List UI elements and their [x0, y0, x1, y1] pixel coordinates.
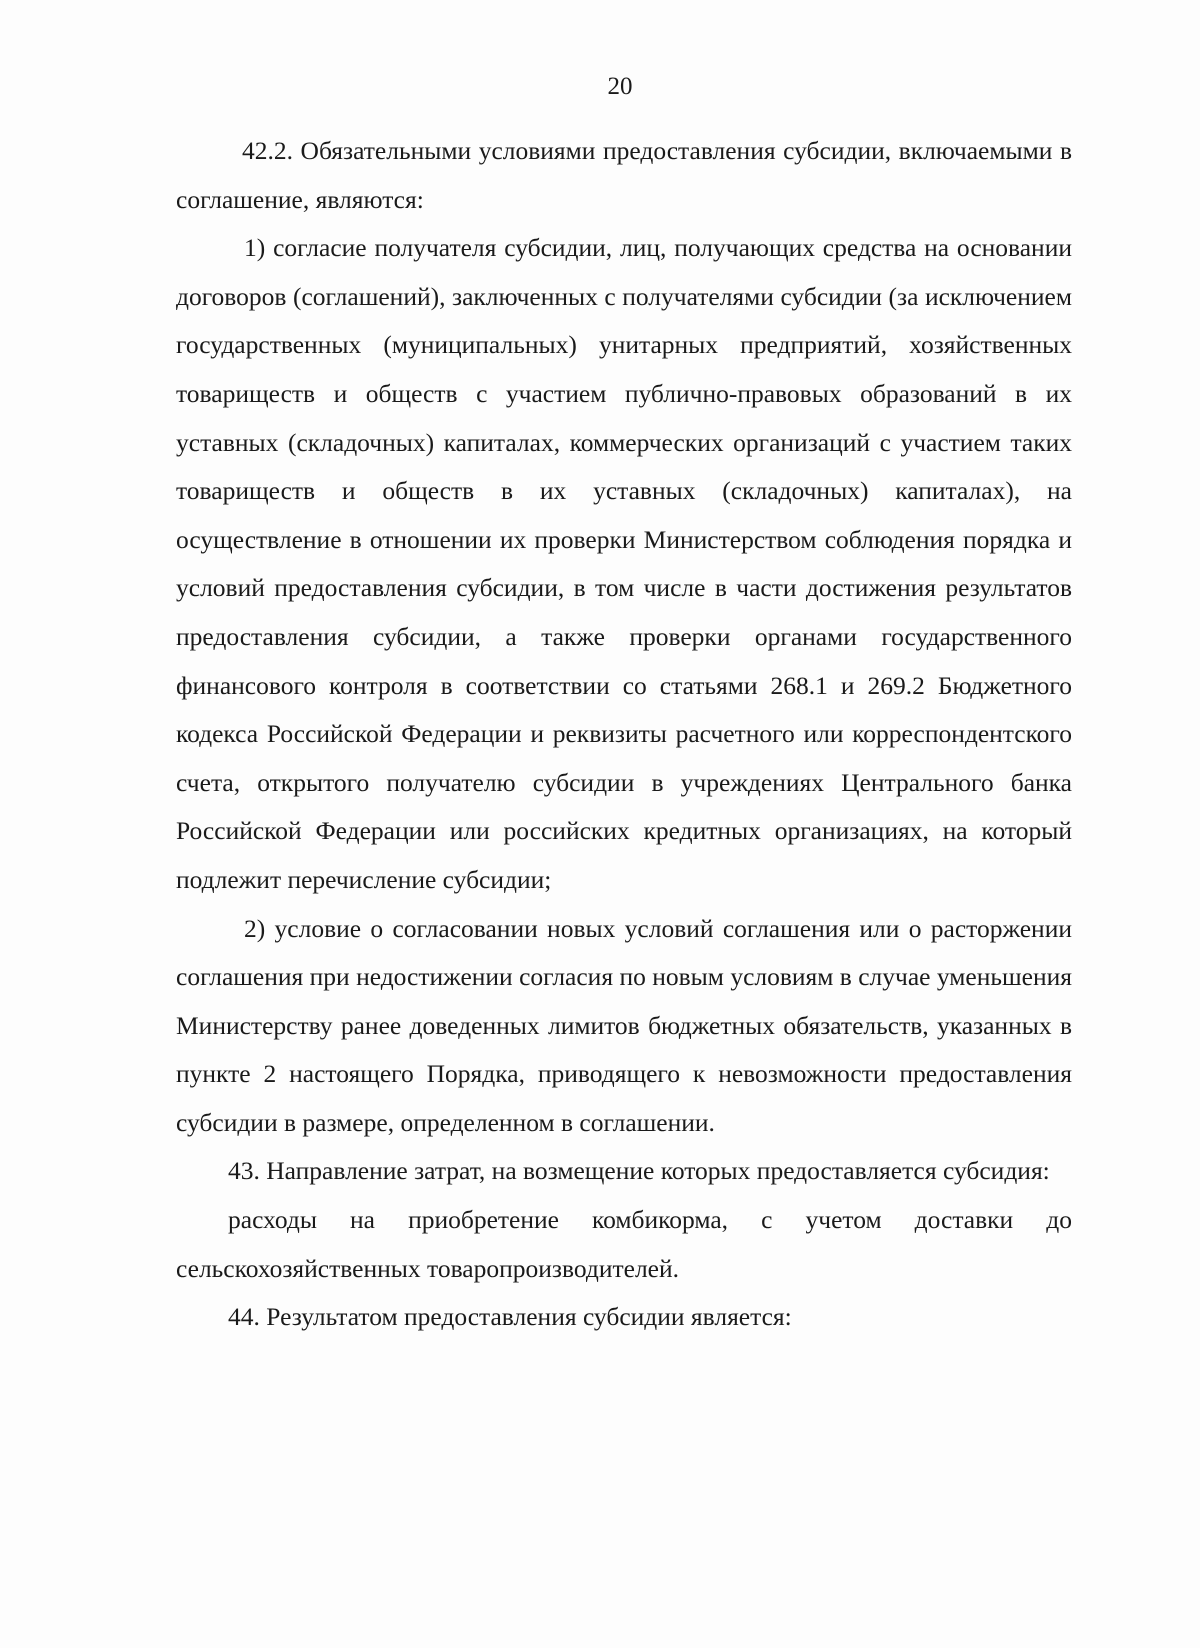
paragraph-42-2-item-1: 1) согласие получателя субсидии, лиц, получающих средства на основании договоров (соглашений), заключенных с получателями субсидии (за исключением государственных (муниципальных) унитарных предприятий, хозяйственных товариществ и обществ с участием публично-правовых образований в их уставных (складочных) капиталах, коммерческих организаций с участием таких товариществ и обществ в их уставных (складочных) капиталах), на осуществление в отношении их проверки Министерством соблюдения порядка и условий предоставления субсидии, в том числе в части достижения результатов предоставления субсидии, а также проверки органами государственного финансового контроля в соответствии со статьями 268.1 и 269.2 Бюджетного кодекса Российской Федерации и реквизиты расчетного или корреспондентского счета, открытого получателю субсидии в учреждениях Центрального банка Российской Федерации или российских кредитных организациях, на который подлежит перечисление субсидии; [176, 233, 1072, 894]
paragraph-42-2-item-2: 2) условие о согласовании новых условий соглашения или о расторжении соглашения при недостижении согласия по новым условиям в случае уменьшения Министерству ранее доведенных лимитов бюджетных обязательств, указанных в пункте 2 настоящего Порядка, приводящего к невозможности предоставления субсидии в размере, определенном в соглашении. [176, 913, 1072, 1137]
paragraph-42-2: 42.2. Обязательными условиями предоставления субсидии, включаемыми в соглашение, являются: [176, 136, 1072, 214]
paragraph-44: 44. Результатом предоставления субсидии является: [228, 1302, 792, 1332]
page-number: 20 [607, 73, 633, 100]
document-body [176, 127, 1072, 1342]
paragraph-43-expenses: расходы на приобретение комбикорма, с учетом доставки до сельскохозяйственных товаропроизводителей. [176, 1205, 1072, 1283]
paragraph-43: 43. Направление затрат, на возмещение которых предоставляется субсидия: [228, 1156, 1050, 1186]
